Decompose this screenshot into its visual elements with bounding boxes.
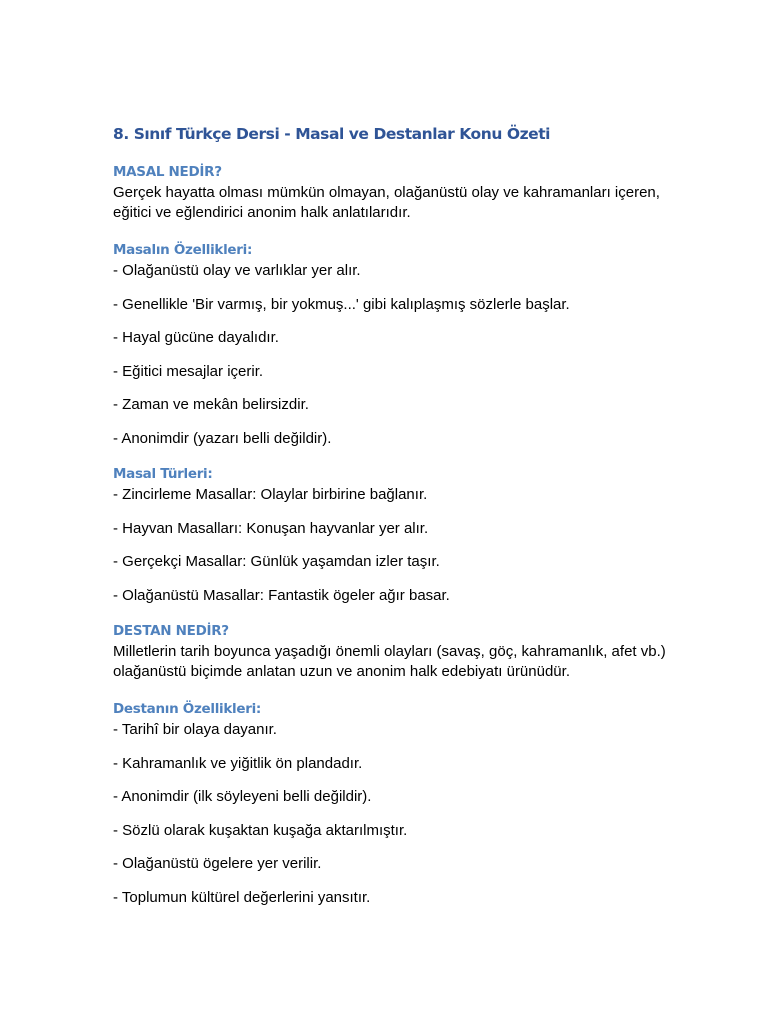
list-item: - Hayal gücüne dayalıdır. — [113, 329, 279, 346]
section-heading: DESTAN NEDİR? — [113, 623, 229, 639]
list-item: - Zincirleme Masallar: Olaylar birbirine bağlanır. — [113, 486, 428, 503]
list-item: - Gerçekçi Masallar: Günlük yaşamdan izler taşır. — [113, 553, 440, 570]
list-item: - Toplumun kültürel değerlerini yansıtır. — [113, 888, 371, 906]
document-title: 8. Sınıf Türkçe Dersi - Masal ve Destanlar Konu Özeti — [113, 125, 551, 143]
section-masalin-ozellikleri — [113, 239, 673, 462]
list-item: - Hayvan Masalları: Konuşan hayvanlar yer alır. — [113, 519, 429, 537]
section-heading: Destanın Özellikleri: — [113, 701, 262, 717]
list-item: - Tarihî bir olaya dayanır. — [113, 721, 277, 738]
list-item: - Genellikle 'Bir varmış, bir yokmuş...' gibi kalıplaşmış sözlerle başlar. — [113, 295, 570, 313]
list-item: - Olağanüstü ögelere yer verilir. — [113, 855, 322, 872]
section-heading: Masalın Özellikleri: — [113, 242, 253, 258]
list-item: - Kahramanlık ve yiğitlik ön plandadır. — [113, 754, 363, 772]
section-heading: Masal Türleri: — [113, 466, 213, 482]
list-item: - Eğitici mesajlar içerir. — [113, 362, 264, 380]
section-masal-turleri — [113, 463, 673, 619]
section-heading: MASAL NEDİR? — [113, 164, 222, 180]
section-destanin-ozellikleri — [113, 698, 673, 921]
list-item: - Olağanüstü olay ve varlıklar yer alır. — [113, 262, 361, 279]
list-item: - Anonimdir (yazarı belli değildir). — [113, 429, 332, 447]
list-item: - Zaman ve mekân belirsizdir. — [113, 396, 309, 413]
section-destan-nedir — [113, 620, 673, 682]
section-paragraph: Gerçek hayatta olması mümkün olmayan, olağanüstü olay ve kahramanları içeren, eğitici ve eğlendirici anonim halk anlatılarıdır. — [113, 184, 660, 221]
list-item: - Olağanüstü Masallar: Fantastik ögeler ağır basar. — [113, 586, 450, 604]
list-item: - Sözlü olarak kuşaktan kuşağa aktarılmıştır. — [113, 821, 408, 839]
list-item: - Anonimdir (ilk söyleyeni belli değildir). — [113, 788, 372, 805]
section-masal-nedir — [113, 161, 673, 223]
section-paragraph: Milletlerin tarih boyunca yaşadığı önemli olayları (savaş, göç, kahramanlık, afet vb.) olağanüstü biçimde anlatan uzun ve anonim halk edebiyatı ürünüdür. — [113, 643, 666, 680]
